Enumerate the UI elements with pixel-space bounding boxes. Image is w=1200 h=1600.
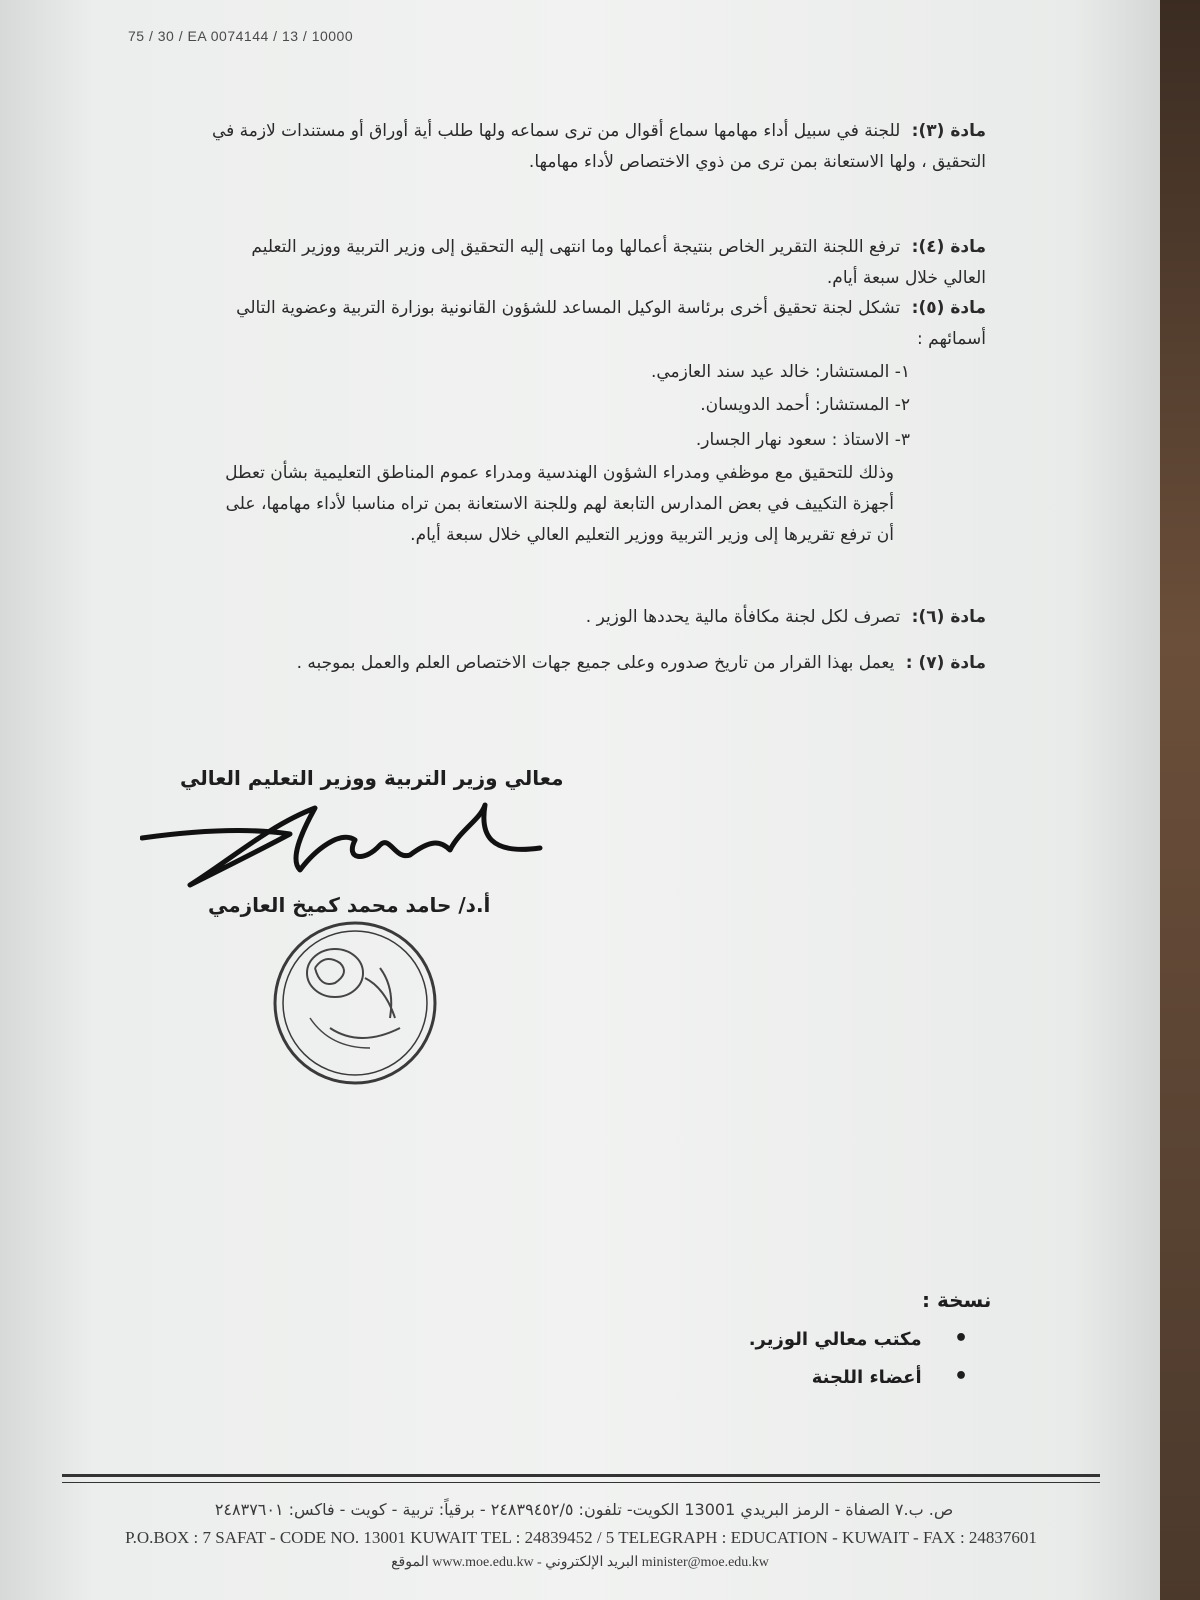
- article-6: [206, 602, 986, 633]
- member-2: ٢- المستشار: أحمد الدويسان.: [700, 395, 910, 415]
- article-7-label: مادة (٧) :: [905, 653, 986, 673]
- copy-item-1: [749, 1326, 968, 1351]
- article-6-text: تصرف لكل لجنة مكافأة مالية يحددها الوزير .: [585, 607, 901, 627]
- article-5-label: مادة (٥):: [911, 298, 986, 318]
- article-4: [206, 232, 986, 294]
- official-seal: [270, 918, 440, 1088]
- member-1: ١- المستشار: خالد عيد سند العازمي.: [650, 362, 910, 382]
- reference-number: 75 / 30 / EA 0074144 / 13 / 10000: [128, 28, 354, 44]
- bullet-icon: •: [953, 1364, 968, 1389]
- signer-name: أ.د/ حامد محمد كميخ العازمي: [208, 893, 491, 917]
- article-4-label: مادة (٤):: [911, 237, 986, 257]
- article-3: [206, 116, 986, 178]
- copies-title: نسخة :: [922, 1288, 992, 1312]
- article-5-text: تشكل لجنة تحقيق أخرى برئاسة الوكيل المساعد للشؤون القانونية بوزارة التربية وعضوية التالي أسمائهم :: [236, 298, 986, 349]
- footer-rule-thick: [62, 1474, 1100, 1477]
- article-3-text: للجنة في سبيل أداء مهامها سماع أقوال من ترى سماعه ولها طلب أية أوراق أو مستندات لازمة في التحقيق ، ولها الاستعانة بمن ترى من ذوي الاختصاص لأداء مهامها.: [211, 121, 986, 172]
- member-3: ٣- الاستاذ : سعود نهار الجسار.: [695, 430, 910, 450]
- article-5-continuation: وذلك للتحقيق مع موظفي ومدراء الشؤون الهندسية ومدراء عموم المناطق التعليمية بشأن تعطل أجهزة التكييف في بعض المدارس التابعة لهم وللجنة الاستعانة بمن تراه مناسبا لأداء مهامها، على أن ترفع تقريرها إلى وزير التربية ووزير التعليم العالي خلال سبعة أيام.: [225, 463, 894, 545]
- footer-arabic-address: ص. ب.٧ الصفاة - الرمز البريدي 13001 الكويت- تلفون: ٢٤٨٣٩٤٥٢/٥ - برقياً: تربية - كويت - فاكس: ٢٤٨٣٧٦٠١: [214, 1500, 954, 1519]
- copy-item-2: [812, 1364, 968, 1389]
- article-6-label: مادة (٦):: [911, 607, 986, 627]
- article-5: [206, 293, 986, 355]
- footer-web-contact: الموقع www.moe.edu.kw - البريد الإلكتروني minister@moe.edu.kw: [391, 1555, 769, 1570]
- desk-background: [1160, 0, 1200, 1600]
- article-7-text: يعمل بهذا القرار من تاريخ صدوره وعلى جميع جهات الاختصاص العلم والعمل بموجبه .: [296, 653, 895, 673]
- signer-title: معالي وزير التربية ووزير التعليم العالي: [180, 766, 564, 790]
- footer-rule-thin: [62, 1482, 1100, 1483]
- bullet-icon: •: [953, 1326, 968, 1351]
- copy-item-1-text: مكتب معالي الوزير.: [748, 1329, 922, 1350]
- footer-english-address: P.O.BOX : 7 SAFAT - CODE NO. 13001 KUWAIT TEL : 24839452 / 5 TELEGRAPH : EDUCATION - KUWAIT - FAX : 24837601: [125, 1528, 1037, 1547]
- article-3-label: مادة (٣):: [911, 121, 986, 141]
- article-4-text: ترفع اللجنة التقرير الخاص بنتيجة أعمالها وما انتهى إليه التحقيق إلى وزير التربية ووزير التعليم العالي خلال سبعة أيام.: [251, 237, 986, 288]
- article-7: [206, 648, 986, 679]
- handwritten-signature: [140, 790, 560, 900]
- copy-item-2-text: أعضاء اللجنة: [811, 1367, 922, 1388]
